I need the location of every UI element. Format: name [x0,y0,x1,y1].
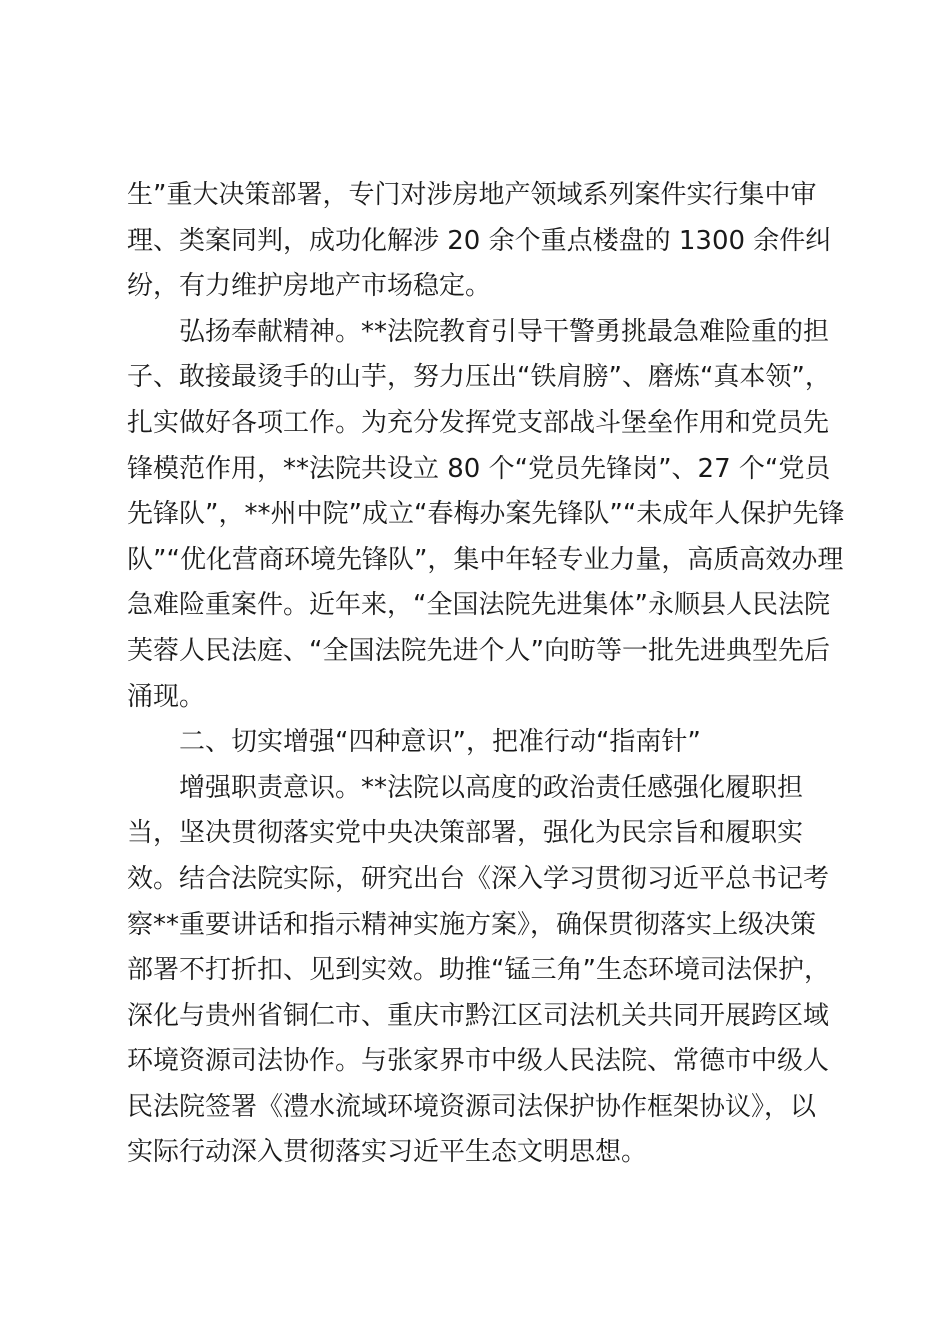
text-line: 生”重大决策部署，专门对涉房地产领域系列案件实行集中审 [127,180,817,210]
text-line: 部署不打折扣、见到实效。助推“锰三角”生态环境司法保护， [127,955,830,986]
text-line: 二、切实增强“四种意识”，把准行动“指南针” [179,727,701,758]
text-line: 队”“优化营商环境先锋队”，集中年轻专业力量，高质高效办理 [127,544,844,575]
text-line: 弘扬奉献精神。**法院教育引导干警勇挑最急难险重的担 [179,316,830,347]
text-line: 实际行动深入贯彻落实习近平生态文明思想。 [127,1137,648,1168]
text-line: 理、类案同判，成功化解涉 20 余个重点楼盘的 1300 余件纠 [127,225,832,256]
text-line: 效。结合法院实际，研究出台《深入学习贯彻习近平总书记考 [127,863,830,894]
text-line: 增强职责意识。**法院以高度的政治责任感强化履职担 [179,772,804,803]
text-line: 纷，有力维护房地产市场稳定。 [127,271,492,302]
text-line: 先锋队”，**州中院”成立“春梅办案先锋队”“未成年人保护先锋 [127,499,845,530]
text-line: 当，坚决贯彻落实党中央决策部署，强化为民宗旨和履职实 [127,818,804,849]
text-line: 锋模范作用，**法院共设立 80 个“党员先锋岗”、27 个“党员 [127,453,831,484]
text-line: 察**重要讲话和指示精神实施方案》，确保贯彻落实上级决策 [127,909,817,940]
text-line: 深化与贵州省铜仁市、重庆市黔江区司法机关共同开展跨区域 [127,1000,830,1031]
text-line: 民法院签署《澧水流域环境资源司法保护协作框架协议》，以 [127,1091,817,1122]
text-line: 扎实做好各项工作。为充分发挥党支部战斗堡垒作用和党员先 [127,407,830,438]
text-line: 子、敢接最烫手的山芋，努力压出“铁肩膀”、磨炼“真本领”， [127,362,831,393]
text-line: 急难险重案件。近年来，“全国法院先进集体”永顺县人民法院 [127,590,830,621]
text-line: 环境资源司法协作。与张家界市中级人民法院、常德市中级人 [127,1046,830,1077]
text-line: 涌现。 [127,681,206,712]
text-line: 芙蓉人民法庭、“全国法院先进个人”向昉等一批先进典型先后 [127,635,830,666]
document-body [127,173,845,1176]
